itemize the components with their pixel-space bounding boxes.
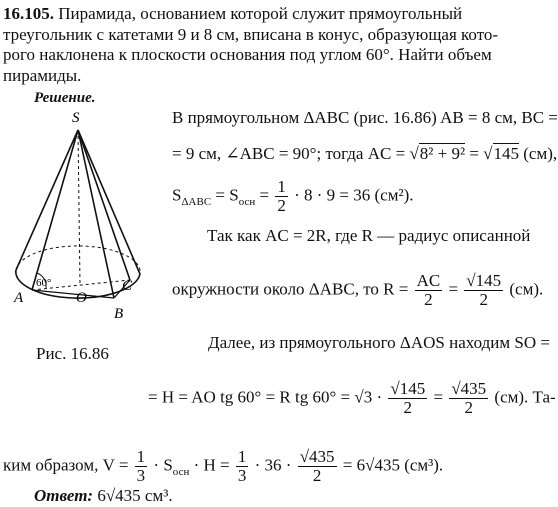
frac-num: √435: [451, 379, 487, 398]
cone-pyramid-figure: [10, 112, 160, 337]
fraction-half: [275, 178, 288, 215]
fraction-third: [135, 448, 148, 485]
frac-num: 1: [237, 447, 247, 466]
angle-label: 60°: [36, 277, 52, 289]
fraction-root435-2: [449, 380, 488, 417]
fraction-root145-2: [388, 380, 427, 417]
area-eq2: =: [255, 185, 274, 205]
area-sub-abc: ΔABC: [181, 195, 212, 208]
answer-line: [34, 486, 173, 506]
eq-sign: =: [448, 279, 463, 299]
volume-result: = 6√435 (см³).: [342, 455, 444, 475]
answer-value: 6√435 см³.: [93, 486, 173, 505]
area-symbol: S: [172, 185, 182, 205]
problem-line-1: [3, 4, 462, 24]
label-a: A: [14, 290, 24, 306]
solution-line-2-text: = 9 см, ∠ABC = 90°; тогда AC =: [172, 144, 410, 163]
volume-text: ким образом, V =: [3, 455, 133, 475]
frac-num: 1: [136, 447, 146, 466]
fraction-third-2: [236, 448, 249, 485]
label-o: O: [76, 290, 87, 306]
volume-s: · S: [153, 455, 173, 475]
frac-den: 2: [403, 398, 413, 417]
frac-den: 2: [277, 196, 286, 215]
eq-sign: =: [465, 144, 484, 163]
solution-line-1: В прямоугольном ΔABC (рис. 16.86) AB = 8 см, BC =: [172, 108, 558, 127]
root-145: 145: [493, 144, 519, 163]
frac-num: √435: [299, 447, 335, 466]
frac-num: √145: [466, 271, 502, 290]
solution-line-7: [148, 380, 556, 417]
solution-line-8: [3, 448, 443, 485]
problem-number: 16.105.: [3, 4, 54, 23]
problem-line-3: рого наклонена к плоскости основания под углом 60°. Найти объем: [3, 45, 492, 64]
problem-line-2: треугольник с катетами 9 и 8 см, вписана в конус, образующая кото-: [3, 25, 499, 44]
unit-cm: (см). Та-: [494, 387, 556, 407]
volume-sub-base: осн: [172, 465, 190, 478]
problem-line-4: пирамиды.: [3, 66, 82, 85]
area-eq: = S: [211, 185, 239, 205]
figure-caption: Рис. 16.86: [36, 344, 109, 363]
frac-den: 2: [464, 398, 473, 417]
volume-h: · H =: [189, 455, 234, 475]
fraction-root435-2: [298, 448, 337, 485]
height-text: = H = AO tg 60° = R tg 60° = √3 ·: [148, 387, 387, 407]
unit-cm: (см).: [509, 279, 544, 299]
solution-line-2: = 9 см, ∠ABC = 90°; тогда AC = √8² + 9² = √145 (см),: [172, 144, 558, 163]
frac-den: 2: [479, 290, 488, 309]
label-b: B: [114, 306, 124, 322]
frac-num: √145: [390, 379, 426, 398]
answer-label: Ответ:: [34, 486, 94, 505]
solution-line-3: [172, 178, 414, 215]
frac-den: 2: [312, 466, 322, 485]
frac-den: 2: [424, 290, 433, 309]
solution-label: Решение.: [34, 90, 96, 106]
solution-line-4: Так как AC = 2R, где R — радиус описанной: [207, 226, 531, 245]
solution-line-6: Далее, из прямоугольного ΔAOS находим SO =: [208, 333, 550, 352]
label-c: C: [122, 278, 133, 294]
label-s: S: [72, 110, 80, 126]
frac-num: 1: [277, 177, 286, 196]
frac-den: 3: [237, 466, 247, 485]
fraction-root145-2: [464, 272, 503, 309]
frac-den: 3: [136, 466, 146, 485]
solution-line-5: [172, 272, 543, 309]
unit-cm: (см),: [519, 144, 558, 163]
area-rest: · 8 · 9 = 36 (см²).: [294, 185, 414, 205]
radius-text: окружности около ΔABC, то R =: [172, 279, 413, 299]
frac-num: AC: [416, 271, 441, 290]
problem-text-1: Пирамида, основанием которой служит прямоугольный: [58, 4, 463, 23]
eq-sign: =: [433, 387, 448, 407]
volume-mult: · 36 ·: [254, 455, 296, 475]
root-sum-squares: 8² + 9²: [419, 144, 466, 163]
fraction-ac-2: [415, 272, 443, 309]
area-sub-base: осн: [238, 195, 256, 208]
